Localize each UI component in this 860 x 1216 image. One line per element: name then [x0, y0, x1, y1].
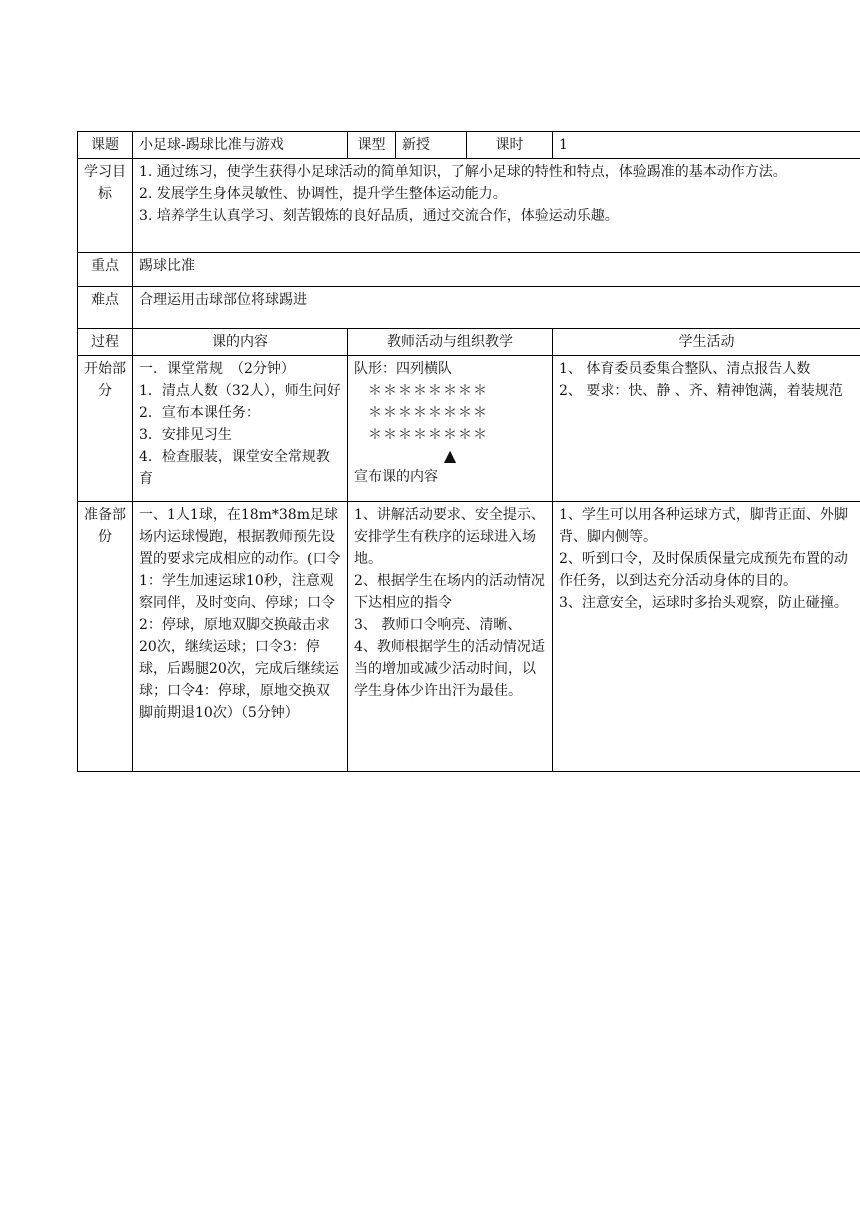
- start-content-line-3: 2．宣布本课任务：: [139, 405, 260, 421]
- difficulty-label: 难点: [78, 287, 133, 329]
- col-teacher: 教师活动与组织教学: [348, 329, 553, 356]
- hours-value: 1: [553, 132, 860, 159]
- formation-row-2: ＊＊＊＊＊＊＊＊: [368, 405, 488, 421]
- type-value: 新授: [396, 132, 467, 159]
- key-point-label: 重点: [78, 253, 133, 287]
- formation-title: 队形：四列横队: [354, 361, 452, 377]
- prep-student-cell: [553, 502, 860, 772]
- goal-item-3: 3. 培养学生认真学习、刻苦锻炼的良好品质，通过交流合作，体验运动乐趣。: [139, 208, 619, 224]
- difficulty-value: 合理运用击球部位将球踢进: [133, 287, 860, 329]
- prep-student-item-3: 3、注意安全，运球时多抬头观察，防止碰撞。: [559, 595, 848, 611]
- start-student-cell: [553, 356, 860, 502]
- prep-student-item-1: 1、学生可以用各种运球方式，脚背正面、外脚背、脚内侧等。: [559, 507, 848, 545]
- prep-content-cell: 一、1人1球，在18m*38m足球场内运球慢跑，根据教师预先设置的要求完成相应的动作。(口令1：学生加速运球10秒，注意观察同伴，及时变向、停球；口令2：停球，原地双脚交换敲击求20次，继续运球；口令3：停球，后踢腿20次，完成后继续运球；口令4：停球，原地交换双脚前期退10次）（5分钟）: [133, 502, 348, 772]
- col-student: 学生活动: [553, 329, 860, 356]
- hours-label: 课时: [467, 132, 553, 159]
- topic-label: 课题: [78, 132, 133, 159]
- formation-row-3: ＊＊＊＊＊＊＊＊: [368, 427, 488, 443]
- prep-teacher-cell: [348, 502, 553, 772]
- prep-teacher-item-3: 3、 教师口令响亮、清晰、: [354, 617, 522, 633]
- start-content-line-1: 一．课堂常规 （2分钟）: [139, 361, 295, 377]
- prep-student-item-2: 2、听到口令，及时保质保量完成预先布置的动作任务，以到达充分活动身体的目的。: [559, 551, 848, 589]
- formation-note: 宣布课的内容: [354, 469, 438, 485]
- prep-section-row: [78, 502, 860, 772]
- header-row: [78, 132, 860, 159]
- start-section-row: [78, 356, 860, 502]
- col-content: 课的内容: [133, 329, 348, 356]
- prep-teacher-item-4: 4、教师根据学生的活动情况适当的增加或减少活动时间，以学生身体少许出汗为最佳。: [354, 639, 545, 699]
- start-student-item-2: 2、 要求：快、静 、齐、精神饱满，着装规范: [559, 383, 843, 399]
- type-label: 课型: [348, 132, 396, 159]
- lesson-plan-table: [77, 131, 860, 772]
- formation-row-1: ＊＊＊＊＊＊＊＊: [368, 383, 488, 399]
- key-point-row: [78, 253, 860, 287]
- start-content-line-2: 1．清点人数（32人），师生问好: [139, 383, 341, 399]
- column-header-row: [78, 329, 860, 356]
- prep-teacher-item-2: 2、根据学生在场内的活动情况下达相应的指令: [354, 573, 545, 611]
- difficulty-row: [78, 287, 860, 329]
- prep-section-label: 准备部份: [78, 502, 133, 772]
- start-content-cell: [133, 356, 348, 502]
- start-student-item-1: 1、 体育委员委集合整队、清点报告人数: [559, 361, 811, 377]
- start-section-label: 开始部分: [78, 356, 133, 502]
- goals-label: 学习目标: [78, 159, 133, 253]
- key-point-value: 踢球比准: [133, 253, 860, 287]
- goal-item-2: 2. 发展学生身体灵敏性、协调性，提升学生整体运动能力。: [139, 186, 507, 202]
- prep-teacher-item-1: 1、讲解活动要求、安全提示、安排学生有秩序的运球进入场地。: [354, 507, 545, 567]
- lesson-plan-page: [77, 131, 860, 772]
- goals-cell: [133, 159, 860, 253]
- goals-row: [78, 159, 860, 253]
- start-content-line-4: 3．安排见习生: [139, 427, 232, 443]
- topic-value: 小足球-踢球比准与游戏: [133, 132, 348, 159]
- start-teacher-cell: [348, 356, 553, 502]
- goal-item-1: 1. 通过练习，使学生获得小足球活动的简单知识，了解小足球的特性和特点，体验踢准的基本动作方法。: [139, 164, 787, 180]
- teacher-position-icon: ▲: [443, 446, 457, 465]
- col-process: 过程: [78, 329, 133, 356]
- start-content-line-5: 4．检查服装，课堂安全常规教育: [139, 449, 330, 487]
